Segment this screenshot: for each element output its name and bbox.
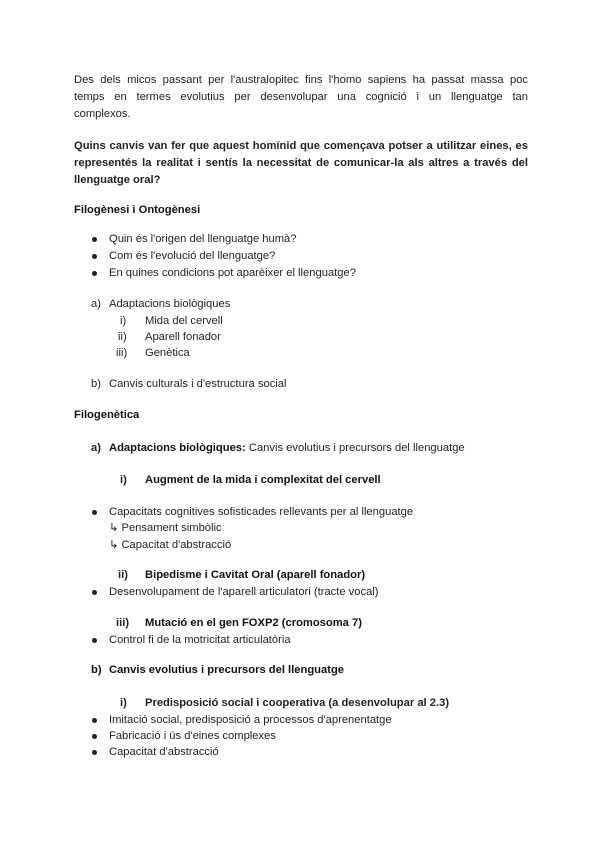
subheading-predisposicio: Predisposició social i cooperativa (a desenvolupar al 2.3) [145, 697, 450, 709]
question-line-1: Quins canvis van fer que aquest homínid que començava potser a utilitzar eines, es [74, 140, 528, 152]
arrow-item: ↳ Capacitat d'abstracció [109, 539, 232, 551]
list-item-canvis-culturals: Canvis culturals i d'estructura social [109, 378, 287, 390]
list-item-adaptacions: Adaptacions biològiques [109, 298, 231, 310]
question-line-3: llenguatge oral? [74, 174, 161, 186]
list-marker: i) [120, 474, 127, 486]
list-item: Capacitat d'abstracció [109, 746, 219, 758]
list-marker: iii) [116, 347, 128, 359]
list-item: Quin és l'origen del llenguatge humà? [109, 233, 297, 245]
list-item: Capacitats cognitives sofisticades rellevants per al llenguatge [109, 506, 414, 518]
section-heading-filogenesi-ontogenesi: Filogènesi i Ontogènesi [74, 204, 201, 216]
list-marker: ii) [118, 569, 128, 581]
list-item: Mida del cervell [145, 315, 223, 327]
subheading-augment-cervell: Augment de la mida i complexitat del cervell [145, 474, 381, 486]
list-item-canvis-evolutius: Canvis evolutius i precursors del llenguatge [109, 664, 345, 676]
list-marker: b) [91, 664, 102, 676]
subheading-foxp2: Mutació en el gen FOXP2 (cromosoma 7) [145, 617, 362, 629]
subheading-bipedisme: Bipedisme i Cavitat Oral (aparell fonador) [145, 569, 366, 581]
list-marker: i) [120, 315, 127, 327]
list-marker: i) [120, 697, 127, 709]
label-bold: Adaptacions biològiques: [109, 442, 246, 454]
bullet-icon [92, 254, 97, 259]
list-item: Imitació social, predisposició a processos d'aprenentatge [109, 714, 392, 726]
list-item-adaptacions-biologiques [109, 440, 465, 456]
bullet-icon [92, 237, 97, 242]
list-item: En quines condicions pot aparèixer el llenguatge? [109, 267, 356, 279]
section-heading-filogenetica: Filogenètica [74, 409, 140, 421]
bullet-icon [92, 734, 97, 739]
list-marker: iii) [116, 617, 130, 629]
bullet-icon [92, 271, 97, 276]
bullet-icon [92, 590, 97, 595]
intro-line-2: temps en termes evolutius per desenvolupar una cognició i un llenguatge tan [74, 91, 528, 103]
list-item: Genètica [145, 347, 190, 359]
intro-line-1: Des dels micos passant per l'australopitec fins l'homo sapiens ha passat massa poc [74, 74, 528, 86]
list-marker: ii) [118, 331, 127, 343]
bullet-icon [92, 718, 97, 723]
list-marker: a) [91, 298, 101, 310]
label-rest: Canvis evolutius i precursors del llenguatge [245, 442, 465, 454]
bullet-icon [92, 510, 97, 515]
question-line-2: representés la realitat i sentís la necessitat de comunicar-la als altres a través del [74, 157, 528, 169]
bullet-icon [92, 638, 97, 643]
list-item: Desenvolupament de l'aparell articulatori (tracte vocal) [109, 586, 379, 598]
list-item: Control fi de la motricitat articulatòria [109, 634, 291, 646]
list-marker: b) [91, 378, 101, 390]
intro-line-3: complexos. [74, 108, 131, 120]
list-marker: a) [91, 442, 101, 454]
list-item: Fabricació i ús d'eines complexes [109, 730, 276, 742]
list-item: Com és l'evolució del llenguatge? [109, 250, 276, 262]
list-item: Aparell fonador [145, 331, 221, 343]
arrow-item: ↳ Pensament simbòlic [109, 522, 222, 534]
bullet-icon [92, 750, 97, 755]
